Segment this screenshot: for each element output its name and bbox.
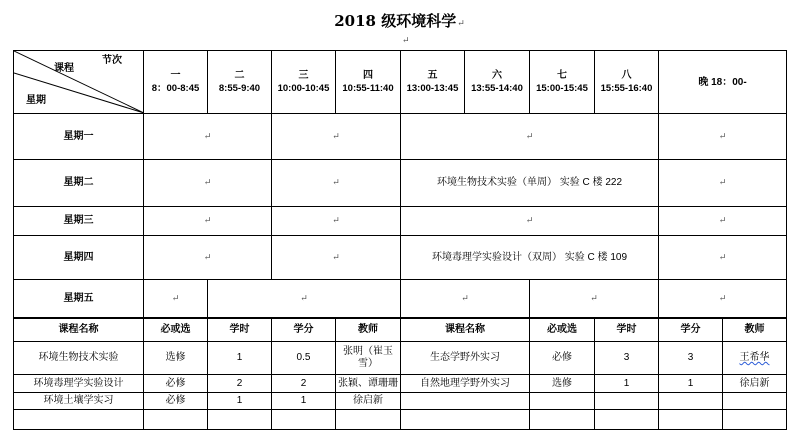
col-header-credits-2: 学分 xyxy=(659,319,723,342)
cell-thu-am2: ↵ xyxy=(272,236,401,280)
schedule-table xyxy=(13,50,787,318)
cell-fri-evening: ↵ xyxy=(659,280,787,318)
period-5: 五 13:00-13:45 xyxy=(401,51,465,114)
corner-course-label: 课程 xyxy=(54,63,74,74)
day-row-wed xyxy=(14,207,787,236)
day-label-thu: 星期四 xyxy=(14,236,144,280)
course-credits: 2 xyxy=(272,375,336,393)
cell-thu-pm: 环境毒理学实验设计（双周） 实验 C 楼 109 xyxy=(401,236,659,280)
col-header-name-2: 课程名称 xyxy=(401,319,530,342)
period-1: 一 8：00-8:45 xyxy=(144,51,208,114)
course-credits xyxy=(659,393,723,410)
course-hours xyxy=(595,410,659,430)
cell-fri-p5-6: ↵ xyxy=(401,280,530,318)
course-type: 必修 xyxy=(144,393,208,410)
course-type: 必修 xyxy=(530,342,595,375)
period-evening: 晚 18：00- xyxy=(659,51,787,114)
cell-mon-am1: ↵ xyxy=(144,114,272,160)
period-2: 二 8:55-9:40 xyxy=(208,51,272,114)
cell-wed-am1: ↵ xyxy=(144,207,272,236)
table-row xyxy=(14,410,787,430)
course-teacher xyxy=(723,410,787,430)
course-name xyxy=(401,393,530,410)
course-name: 环境毒理学实验设计 xyxy=(14,375,144,393)
col-header-credits-1: 学分 xyxy=(272,319,336,342)
col-header-type-1: 必或选 xyxy=(144,319,208,342)
col-header-type-2: 必或选 xyxy=(530,319,595,342)
course-hours xyxy=(208,410,272,430)
cell-wed-pm: ↵ xyxy=(401,207,659,236)
day-row-fri xyxy=(14,280,787,318)
course-name xyxy=(14,410,144,430)
col-header-teacher-1: 教师 xyxy=(336,319,401,342)
course-teacher xyxy=(723,393,787,410)
course-teacher xyxy=(723,342,787,375)
course-name: 自然地理学野外实习 xyxy=(401,375,530,393)
course-credits xyxy=(272,410,336,430)
course-hours: 3 xyxy=(595,342,659,375)
course-type: 选修 xyxy=(530,375,595,393)
cell-fri-p2-4: ↵ xyxy=(208,280,401,318)
course-header-row xyxy=(14,319,787,342)
course-type xyxy=(530,410,595,430)
day-label-mon: 星期一 xyxy=(14,114,144,160)
course-teacher: 徐启新 xyxy=(723,375,787,393)
course-hours: 1 xyxy=(208,393,272,410)
period-6: 六 13:55-14:40 xyxy=(465,51,530,114)
cell-tue-am2: ↵ xyxy=(272,160,401,207)
course-type: 必修 xyxy=(144,375,208,393)
cell-thu-am1: ↵ xyxy=(144,236,272,280)
course-teacher: 张明（崔玉雪） xyxy=(336,342,401,375)
cell-mon-pm: ↵ xyxy=(401,114,659,160)
course-type xyxy=(530,393,595,410)
course-credits: 0.5 xyxy=(272,342,336,375)
corner-day-label: 星期 xyxy=(26,95,46,106)
schedule-header-row xyxy=(14,51,787,114)
course-credits: 1 xyxy=(272,393,336,410)
course-hours: 1 xyxy=(595,375,659,393)
period-8: 八 15:55-16:40 xyxy=(595,51,659,114)
day-row-tue xyxy=(14,160,787,207)
course-name: 环境土壤学实习 xyxy=(14,393,144,410)
cell-fri-p7-8: ↵ xyxy=(530,280,659,318)
cell-wed-evening: ↵ xyxy=(659,207,787,236)
course-hours: 1 xyxy=(208,342,272,375)
col-header-name-1: 课程名称 xyxy=(14,319,144,342)
course-type xyxy=(144,410,208,430)
cell-tue-pm: 环境生物技术实验（单周） 实验 C 楼 222 xyxy=(401,160,659,207)
course-credits: 3 xyxy=(659,342,723,375)
col-header-teacher-2: 教师 xyxy=(723,319,787,342)
col-header-hours-2: 学时 xyxy=(595,319,659,342)
period-4: 四 10:55-11:40 xyxy=(336,51,401,114)
course-credits: 1 xyxy=(659,375,723,393)
course-name: 环境生物技术实验 xyxy=(14,342,144,375)
table-row xyxy=(14,393,787,410)
day-row-mon xyxy=(14,114,787,160)
course-teacher xyxy=(336,410,401,430)
course-type: 选修 xyxy=(144,342,208,375)
course-name: 生态学野外实习 xyxy=(401,342,530,375)
course-teacher: 徐启新 xyxy=(336,393,401,410)
cell-thu-evening: ↵ xyxy=(659,236,787,280)
course-credits xyxy=(659,410,723,430)
teacher-name-underlined: 王希华 xyxy=(739,352,770,363)
table-row xyxy=(14,375,787,393)
day-label-fri: 星期五 xyxy=(14,280,144,318)
course-hours xyxy=(595,393,659,410)
course-hours: 2 xyxy=(208,375,272,393)
page-title: 2018 级环境科学↵ xyxy=(334,12,465,30)
period-7: 七 15:00-15:45 xyxy=(530,51,595,114)
day-label-wed: 星期三 xyxy=(14,207,144,236)
course-table xyxy=(13,318,787,430)
day-row-thu xyxy=(14,236,787,280)
period-3: 三 10:00-10:45 xyxy=(272,51,336,114)
cell-tue-am1: ↵ xyxy=(144,160,272,207)
corner-cell xyxy=(14,51,144,114)
corner-period-label: 节次 xyxy=(102,55,122,66)
col-header-hours-1: 学时 xyxy=(208,319,272,342)
cell-fri-p1: ↵ xyxy=(144,280,208,318)
course-teacher: 张颖、谭珊珊 xyxy=(336,375,401,393)
cell-wed-am2: ↵ xyxy=(272,207,401,236)
cell-mon-evening: ↵ xyxy=(659,114,787,160)
cell-tue-evening: ↵ xyxy=(659,160,787,207)
day-label-tue: 星期二 xyxy=(14,160,144,207)
table-row xyxy=(14,342,787,375)
paragraph-mark: ↵ xyxy=(402,36,410,46)
cell-mon-am2: ↵ xyxy=(272,114,401,160)
course-name xyxy=(401,410,530,430)
